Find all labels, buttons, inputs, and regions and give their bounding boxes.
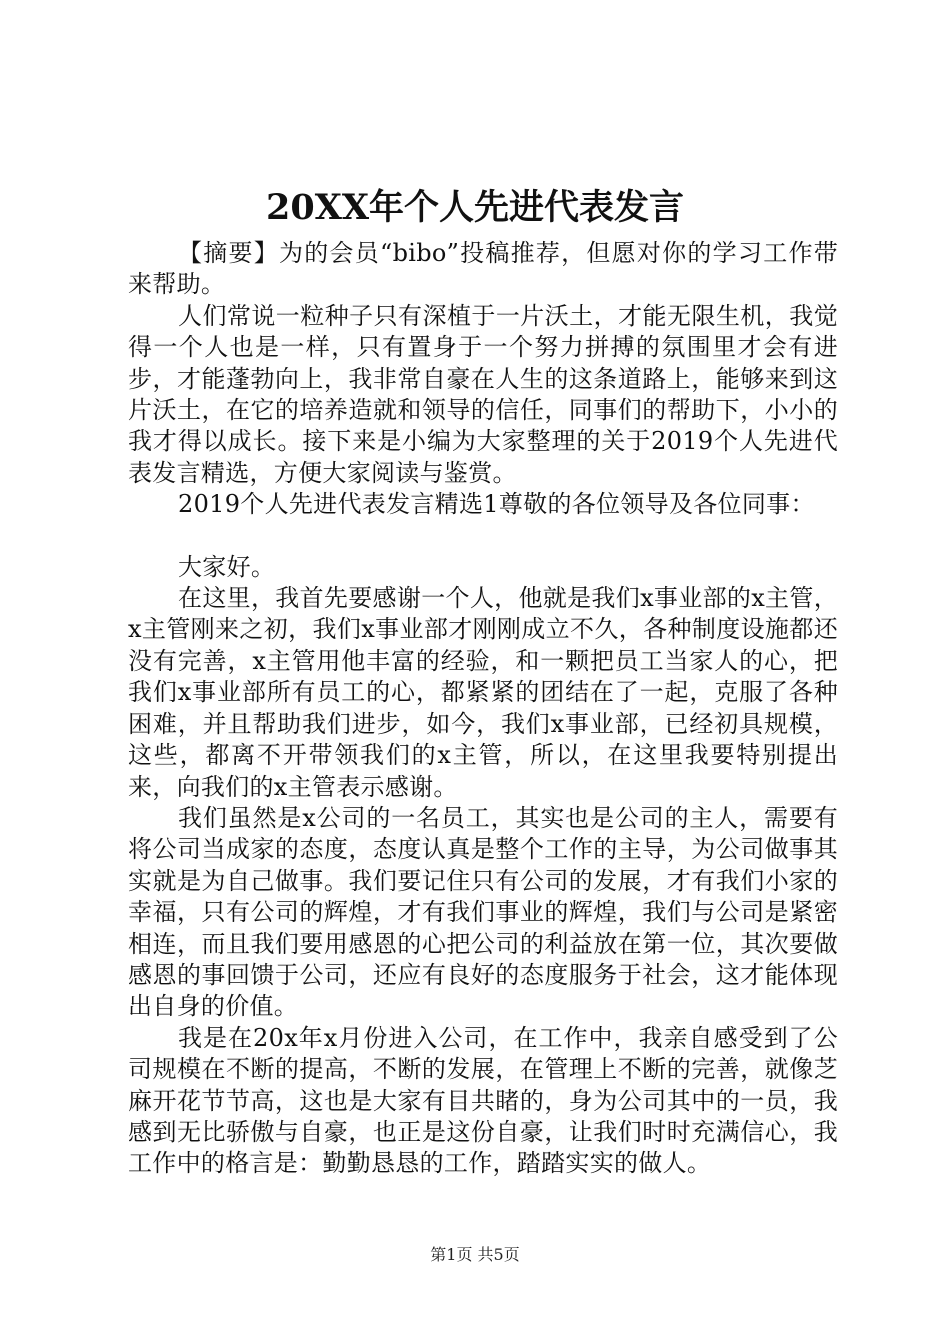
speech-heading-paragraph: 2019个人先进代表发言精选1尊敬的各位领导及各位同事： [178,490,815,519]
page-number-footer: 第1页 共5页 [430,1245,520,1264]
intro-paragraph: 人们常说一粒种子只有深植于一片沃土，才能无限生机，我觉得一个人也是一样，只有置身于一个努力拼搏的氛围里才会有进步，才能蓬勃向上，我非常自豪在人生的这条道路上，能够来到这片沃土，在它的培养造就和领导的信任，同事们的帮助下，小小的我才得以成长。接下来是小编为大家整理的关于2019个人先进代表发言精选，方便大家阅读与鉴赏。 [128,301,838,487]
body-paragraph: 我们虽然是x公司的一名员工，其实也是公司的主人，需要有将公司当成家的态度，态度认真是整个工作的主导，为公司做事其实就是为自己做事。我们要记住只有公司的发展，才有我们小家的幸福，只有公司的辉煌，才有我们事业的辉煌，我们与公司是紧密相连，而且我们要用感恩的心把公司的利益放在第一位，其次要做感恩的事回馈于公司，还应有良好的态度服务于社会，这才能体现出自身的价值。 [128,803,838,1021]
body-paragraph: 我是在20x年x月份进入公司，在工作中，我亲自感受到了公司规模在不断的提高，不断的发展，在管理上不断的完善，就像芝麻开花节节高，这也是大家有目共睹的，身为公司其中的一员，我感到无比骄傲与自豪，也正是这份自豪，让我们时时充满信心，我工作中的格言是：勤勤恳恳的工作，踏踏实实的做人。 [128,1023,838,1178]
document-body [128,238,838,1180]
body-paragraph: 在这里，我首先要感谢一个人，他就是我们x事业部的x主管，x主管刚来之初，我们x事业部才刚刚成立不久，各种制度设施都还没有完善，x主管用他丰富的经验，和一颗把员工当家人的心，把我们x事业部所有员工的心，都紧紧的团结在了一起，克服了各种困难，并且帮助我们进步，如今，我们x事业部，已经初具规模，这些，都离不开带领我们的x主管，所以，在这里我要特别提出来，向我们的x主管表示感谢。 [128,584,838,801]
document-title: 20XX年个人先进代表发言 [265,187,685,228]
abstract-paragraph: 【摘要】为的会员“bibo”投稿推荐，但愿对你的学习工作带来帮助。 [128,239,838,299]
greeting-paragraph: 大家好。 [178,552,276,581]
